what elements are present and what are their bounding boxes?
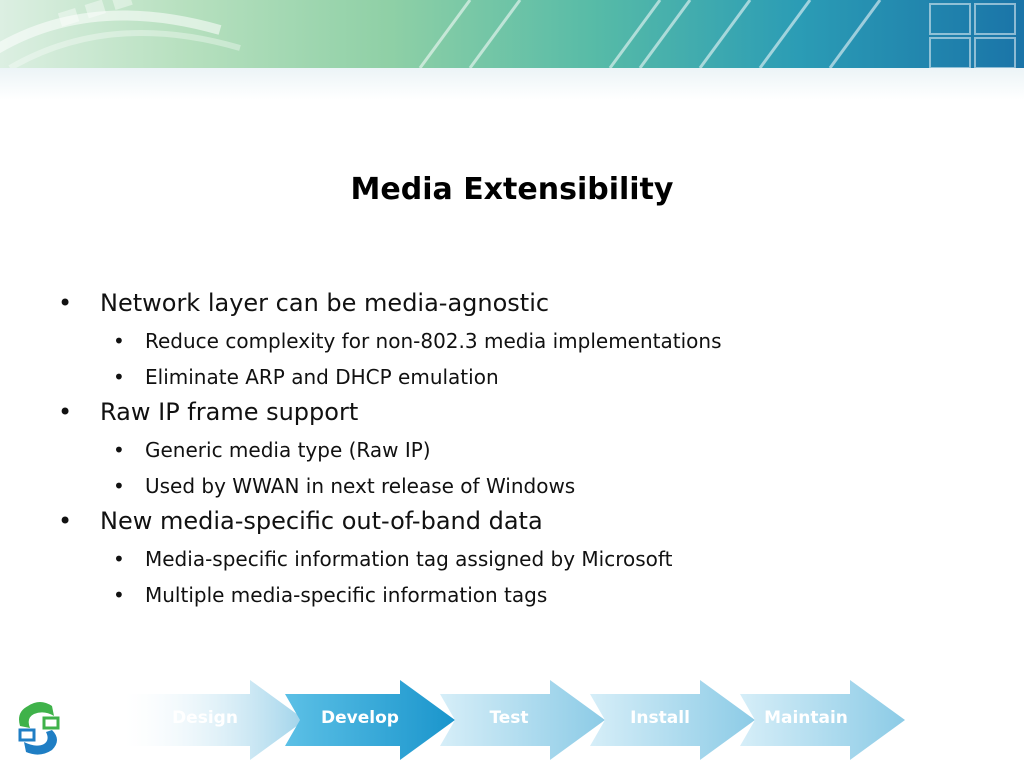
bullet-text: Raw IP frame support xyxy=(100,398,359,426)
sub-bullet-item xyxy=(58,577,978,613)
process-step-maintain: Maintain xyxy=(764,708,848,728)
bullet-dot: • xyxy=(113,583,125,607)
bullet-text: New media-specific out-of-band data xyxy=(100,507,543,535)
bullet-dot: • xyxy=(58,289,73,317)
process-step-install: Install xyxy=(630,708,690,728)
bullet-dot: • xyxy=(58,507,73,535)
banner-graphic xyxy=(0,0,1024,68)
sub-bullet-text: Multiple media-specific information tags xyxy=(145,583,548,607)
bullet-dot: • xyxy=(113,474,125,498)
bullet-dot: • xyxy=(58,398,73,426)
sub-bullet-text: Eliminate ARP and DHCP emulation xyxy=(145,365,499,389)
bullet-text: Network layer can be media-agnostic xyxy=(100,289,550,317)
sub-bullet-text: Media-specific information tag assigned by Microsoft xyxy=(145,547,673,571)
sub-bullet-item xyxy=(58,432,978,468)
bullet-item xyxy=(58,395,978,429)
bullet-dot: • xyxy=(113,365,125,389)
sub-bullet-text: Generic media type (Raw IP) xyxy=(145,438,431,462)
process-flow xyxy=(0,672,1024,768)
bullet-dot: • xyxy=(113,329,125,353)
header-banner xyxy=(0,0,1024,68)
bullet-item xyxy=(58,286,978,320)
bullet-dot: • xyxy=(113,438,125,462)
process-step-test: Test xyxy=(489,708,529,728)
sub-bullet-text: Reduce complexity for non-802.3 media implementations xyxy=(145,329,722,353)
sub-bullet-text: Used by WWAN in next release of Windows xyxy=(145,474,576,498)
sub-bullet-item xyxy=(58,541,978,577)
process-step-develop: Develop xyxy=(321,708,399,728)
sub-bullet-item xyxy=(58,359,978,395)
slide-title: Media Extensibility xyxy=(350,172,674,207)
process-step-design: Design xyxy=(172,708,238,728)
sub-bullet-item xyxy=(58,323,978,359)
bullet-list xyxy=(58,286,978,613)
banner-fade xyxy=(0,68,1024,100)
sub-bullet-item xyxy=(58,468,978,504)
bullet-dot: • xyxy=(113,547,125,571)
bullet-item xyxy=(58,504,978,538)
